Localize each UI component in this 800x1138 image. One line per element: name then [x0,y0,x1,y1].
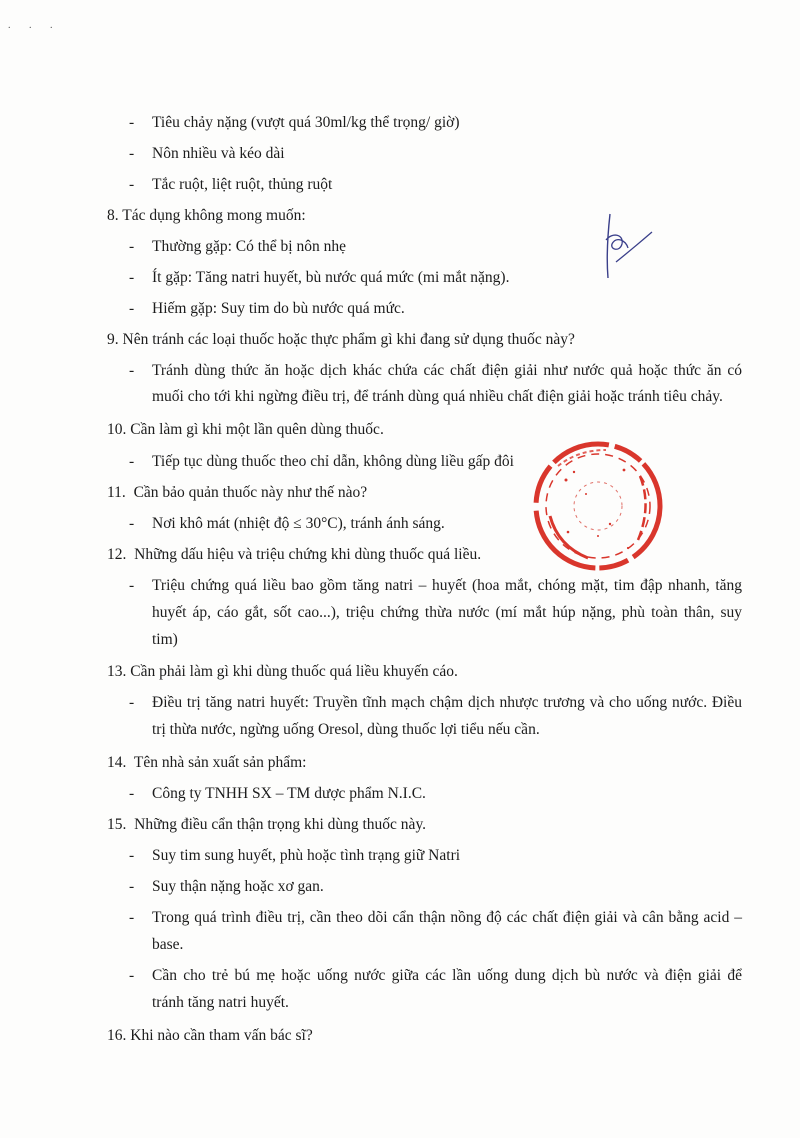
bullet-text-cont: muối cho tới khi ngừng điều trị, để tránh dùng quá nhiều chất điện giải hoặc tránh tiêu chảy. [152,388,723,405]
bullet-text: Cần cho trẻ bú mẹ hoặc uống nước giữa các lần uống dung dịch bù nước và điện giải để [152,967,742,984]
bullet-dash: - [129,967,135,984]
bullet-text: Trong quá trình điều trị, cần theo dõi cẩn thận nồng độ các chất điện giải và cân bằng acid – [152,909,742,926]
bullet-text: Thường gặp: Có thể bị nôn nhẹ [152,238,346,255]
section-heading: Những dấu hiệu và triệu chứng khi dùng thuốc quá liều. [134,546,482,563]
section-number: 9. Nên tránh các loại thuốc hoặc thực phẩm gì khi đang sử dụng thuốc này? [107,331,575,348]
section-number: 14. Tên nhà sản xuất sản phẩm: [107,754,307,771]
bullet-dash: - [129,114,135,131]
section-heading: Khi nào cần tham vấn bác sĩ? [130,1027,313,1044]
bullet-text: Tránh dùng thức ăn hoặc dịch khác chứa các chất điện giải như nước quả hoặc thức ăn có [152,362,742,379]
bullet-dash: - [129,847,135,864]
bullet-text: Tiêu chảy nặng (vượt quá 30ml/kg thể trọng/ giờ) [152,114,460,131]
bullet-dash: - [129,785,135,802]
bullet-text-cont: trị thừa nước, ngừng uống Oresol, dùng thuốc lợi tiểu nếu cần. [152,721,540,738]
bullet-text: Nơi khô mát (nhiệt độ ≤ 30°C), tránh ánh sáng. [152,515,445,532]
bullet-dash: - [129,453,135,470]
scan-specks: . . . [8,20,61,31]
section-number: 8. Tác dụng không mong muốn: [107,207,306,224]
section-heading: Tên nhà sản xuất sản phẩm: [133,754,307,771]
bullet-text: Hiếm gặp: Suy tim do bù nước quá mức. [152,300,405,317]
bullet-dash: - [129,878,135,895]
section-heading: Cần bảo quản thuốc này như thế nào? [133,484,368,501]
bullet-text: Suy thận nặng hoặc xơ gan. [152,878,324,895]
bullet-text-cont: tim) [152,631,178,648]
bullet-text: Tiếp tục dùng thuốc theo chỉ dẫn, không dùng liều gấp đôi [152,453,514,470]
section-heading: Những điều cẩn thận trọng khi dùng thuốc này. [134,816,427,833]
bullet-dash: - [129,300,135,317]
section-heading: Tác dụng không mong muốn: [122,207,306,224]
bullet-text-cont: huyết áp, cáo gắt, sốt cao...), triệu chứng thừa nước (mí mắt húp nặng, phù toàn thân, suy [152,604,742,621]
section-heading: Cần làm gì khi một lần quên dùng thuốc. [130,421,384,438]
section-number: 12. Những dấu hiệu và triệu chứng khi dùng thuốc quá liều. [107,546,482,563]
bullet-dash: - [129,515,135,532]
section-number: 10. Cần làm gì khi một lần quên dùng thuốc. [107,421,384,438]
seal-stamp [528,436,668,576]
signature-mark [598,210,658,282]
section-number: 13. Cần phải làm gì khi dùng thuốc quá liều khuyến cáo. [107,663,458,680]
section-number: 16. Khi nào cần tham vấn bác sĩ? [107,1027,313,1044]
section-number: 15. Những điều cẩn thận trọng khi dùng thuốc này. [107,816,427,833]
bullet-dash: - [129,176,135,193]
bullet-text: Công ty TNHH SX – TM dược phẩm N.I.C. [152,785,426,802]
bullet-text: Nôn nhiều và kéo dài [152,145,285,162]
bullet-text: Điều trị tăng natri huyết: Truyền tĩnh mạch chậm dịch nhược trương và cho uống nước. Điều [152,694,742,711]
bullet-text-cont: base. [152,936,184,953]
bullet-text: Tắc ruột, liệt ruột, thủng ruột [152,176,333,193]
bullet-dash: - [129,909,135,926]
bullet-text: Ít gặp: Tăng natri huyết, bù nước quá mức (mi mắt nặng). [152,269,510,286]
bullet-dash: - [129,269,135,286]
bullet-dash: - [129,238,135,255]
section-heading: Cần phải làm gì khi dùng thuốc quá liều khuyến cáo. [130,663,458,680]
section-heading: Nên tránh các loại thuốc hoặc thực phẩm gì khi đang sử dụng thuốc này? [122,331,575,348]
bullet-text: Triệu chứng quá liều bao gồm tăng natri – huyết (hoa mắt, chóng mặt, tim đập nhanh, tăng [152,577,742,594]
bullet-text-cont: tránh tăng natri huyết. [152,994,289,1011]
bullet-dash: - [129,145,135,162]
bullet-text: Suy tim sung huyết, phù hoặc tình trạng giữ Natri [152,847,461,864]
bullet-dash: - [129,577,135,594]
bullet-dash: - [129,694,135,711]
bullet-dash: - [129,362,135,379]
section-number: 11. Cần bảo quản thuốc này như thế nào? [107,484,368,501]
